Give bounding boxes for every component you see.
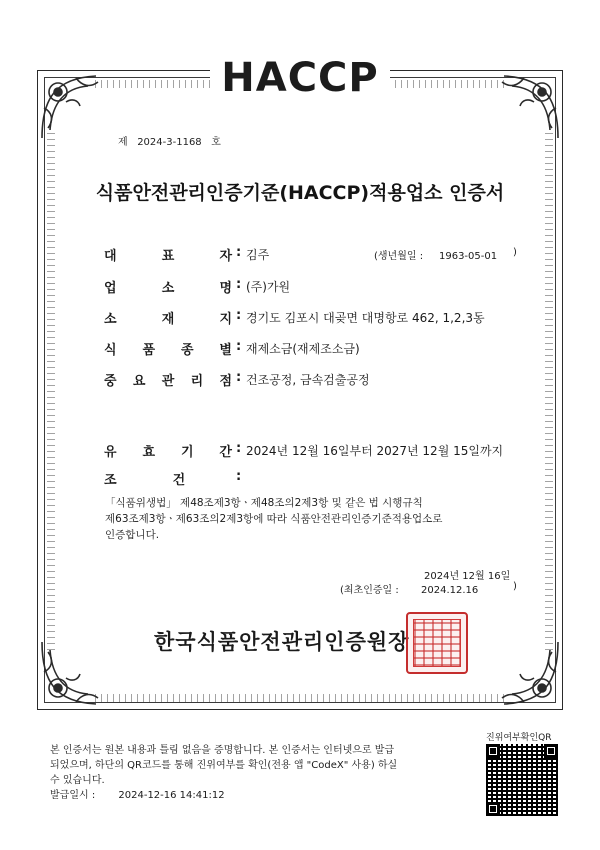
birth-date-close: ): [513, 247, 517, 258]
colon: :: [236, 441, 242, 456]
seal-pattern: [413, 619, 461, 667]
label-char: 재: [161, 312, 175, 327]
verification-qr-code[interactable]: [486, 744, 558, 816]
issue-date: 2024년 12월 16일: [424, 571, 511, 582]
label-char: 점: [219, 374, 232, 389]
colon: :: [236, 277, 242, 292]
business-name-value: (주)가원: [246, 280, 291, 294]
label-char: 품: [142, 343, 156, 358]
label-char: 소: [161, 281, 175, 296]
label-char: 건: [172, 473, 186, 488]
label-char: 관: [161, 374, 175, 389]
label-char: 조: [104, 473, 117, 488]
certificate-number: 제 2024-3-1168 호: [118, 137, 221, 148]
food-type-value: 재제소금(재제조소금): [246, 342, 360, 356]
statement-line: 인증합니다.: [105, 529, 160, 541]
statement-line: 제63조제3항ㆍ제63조의2제3항에 따라 식품안전관리인증기준적용업소로: [105, 513, 443, 525]
conditions-label: [104, 469, 184, 488]
validity-label: [104, 441, 232, 460]
label-char: 소: [104, 312, 117, 327]
critical-control-value: 건조공정, 금속검출공정: [246, 373, 370, 387]
certificate-inner-border: [44, 77, 556, 703]
label-char: 기: [180, 445, 194, 460]
qr-finder-icon: [544, 744, 558, 758]
label-char: 대: [104, 249, 117, 264]
certification-statement: [105, 495, 525, 543]
left-fret-border: [47, 130, 55, 650]
location-label: [104, 308, 232, 327]
critical-control-label: [104, 370, 232, 389]
footer-notice: [50, 743, 480, 788]
colon: :: [236, 339, 242, 354]
footer-line: 본 인증서는 원본 내용과 틀림 없음을 증명합니다. 본 인증서는 인터넷으로 발급: [50, 745, 395, 756]
colon: :: [236, 308, 242, 323]
footer-line: 수 있습니다.: [50, 775, 105, 786]
food-type-label: [104, 339, 232, 358]
representative-value: 김주: [246, 248, 270, 262]
label-char: 지: [219, 312, 232, 327]
colon: :: [236, 370, 242, 385]
colon: :: [236, 469, 242, 484]
first-certification-date: (최초인증일 : 2024.12.16: [340, 585, 479, 596]
issued-value: 2024-12-16 14:41:12: [118, 790, 225, 801]
label-char: 효: [142, 445, 156, 460]
label-char: 식: [104, 343, 117, 358]
label-char: 리: [190, 374, 204, 389]
label-char: 요: [132, 374, 146, 389]
label-char: 유: [104, 445, 117, 460]
qr-finder-icon: [486, 802, 500, 816]
right-fret-border: [545, 130, 553, 650]
corner-ornament-icon: [36, 632, 116, 712]
label-char: 중: [104, 374, 117, 389]
business-name-label: [104, 277, 232, 296]
qr-finder-icon: [486, 744, 500, 758]
official-seal-icon: [406, 612, 468, 674]
footer-line: 되었으며, 하단의 QR코드를 통해 진위여부를 확인(전용 앱 "CodeX" 사용) 하실: [50, 760, 398, 771]
location-value: 경기도 김포시 대곶면 대명항로 462, 1,2,3동: [246, 311, 485, 325]
bottom-fret-border: [95, 694, 505, 702]
issued-datetime: [50, 786, 225, 801]
label-char: 별: [219, 343, 232, 358]
first-certification-close: ): [513, 581, 517, 592]
label-char: 간: [219, 445, 232, 460]
label-char: 종: [180, 343, 194, 358]
birth-date: (생년월일 : 1963-05-01: [374, 251, 498, 262]
corner-ornament-icon: [484, 68, 564, 148]
representative-label: [104, 245, 232, 264]
label-char: 표: [161, 249, 175, 264]
label-char: 자: [219, 249, 232, 264]
label-char: 명: [219, 281, 232, 296]
validity-value: 2024년 12월 16일부터 2027년 12월 15일까지: [246, 444, 504, 458]
colon: :: [236, 245, 242, 260]
statement-line: 「식품위생법」 제48조제3항ㆍ제48조의2제3항 및 같은 법 시행규칙: [105, 497, 423, 509]
certificate-title: 식품안전관리인증기준(HACCP)적용업소 인증서: [95, 182, 505, 204]
issued-label: 발급일시 :: [50, 790, 96, 801]
haccp-logo: HACCP: [221, 55, 379, 101]
corner-ornament-icon: [484, 632, 564, 712]
issuer-name: 한국식품안전관리인증원장: [154, 630, 410, 654]
corner-ornament-icon: [36, 68, 116, 148]
label-char: 업: [104, 281, 117, 296]
qr-label: 진위여부확인QR: [486, 733, 552, 743]
